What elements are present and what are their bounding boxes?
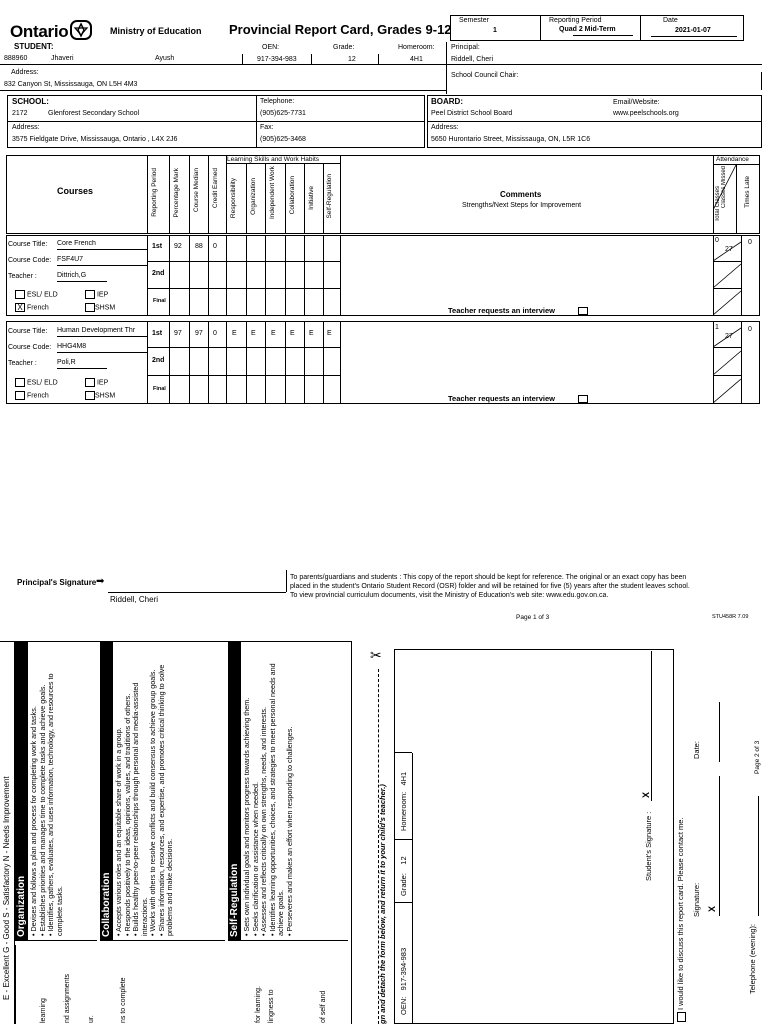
times-late: 0 xyxy=(748,326,752,333)
skill-responsibility: E xyxy=(232,330,237,337)
legend-fragment: of self and xyxy=(320,990,327,1023)
board-website: www.peelschools.org xyxy=(613,110,679,117)
course-row xyxy=(6,321,760,404)
contact-option[interactable]: I would like to discuss this report card. Please contact me. xyxy=(676,817,686,1022)
shsm-checkbox[interactable] xyxy=(85,391,95,400)
course-code: HHG4M8 xyxy=(57,343,147,353)
semester-label: Semester xyxy=(459,17,489,24)
skill-initiative: E xyxy=(309,330,314,337)
course-code-label: Course Code: xyxy=(8,257,52,264)
form-code: STU458R 7.09 xyxy=(712,614,749,620)
self-regulation-item: • Identifies learning opportunities, choices, and strategies to meet personal needs and achieve goals. xyxy=(267,663,285,936)
skill-organization: E xyxy=(251,330,256,337)
homeroom-value: 4H1 xyxy=(410,56,423,63)
period-2nd: 2nd xyxy=(152,357,165,364)
learning-skills-legend xyxy=(0,641,352,1024)
legend-content xyxy=(0,641,352,1024)
grade-value: 12 xyxy=(348,56,356,63)
total-classes: 27 xyxy=(725,333,733,340)
esl-option[interactable]: ESL/ ELD xyxy=(15,290,58,299)
school-address: 3575 Fieldgate Drive, Mississauga, Ontario , L4X 2J6 xyxy=(12,136,178,143)
self-regulation-item: • Assesses and reflects critically on own strengths, needs, and interests. xyxy=(259,706,268,936)
period-2nd: 2nd xyxy=(152,270,165,277)
comments-heading: Comments xyxy=(500,190,542,199)
date-line[interactable] xyxy=(719,702,720,762)
col-course-median: Course Median xyxy=(193,168,200,213)
signature-line xyxy=(108,592,286,593)
date-label: Date xyxy=(663,17,678,24)
col-self-regulation: Self-Regulation xyxy=(326,174,333,219)
course-median: 88 xyxy=(195,243,203,250)
school-fax: (905)625-3468 xyxy=(260,136,306,143)
self-regulation-item: • Perseveres and makes an effort when responding to challenges. xyxy=(284,726,294,936)
school-number: 2172 xyxy=(12,110,28,117)
school-fax-label: Fax: xyxy=(260,124,274,131)
collaboration-item: • Works with others to resolve conflicts and build consensus to achieve group goals. xyxy=(148,669,157,936)
student-last-name: Jhaveri xyxy=(51,55,74,62)
legend-fragment: lingness to xyxy=(268,989,275,1023)
tearoff-ids: OEN: 917-394-983 xyxy=(399,947,408,1015)
parent-signature-x: X xyxy=(707,905,717,912)
legend-fragment: ur. xyxy=(88,1015,95,1023)
course-code-label: Course Code: xyxy=(8,344,52,351)
period-1st: 1st xyxy=(152,330,163,337)
french-option[interactable]: X French xyxy=(15,303,49,312)
trillium-icon xyxy=(70,20,92,40)
board-name: Peel District School Board xyxy=(431,110,513,117)
teacher-label: Teacher : xyxy=(8,360,37,367)
legend-fragment: for learning. xyxy=(255,986,262,1023)
legend-fragment: learning xyxy=(40,998,47,1023)
tearoff-content xyxy=(370,641,768,1024)
col-independent-work: Independent Work xyxy=(269,166,276,219)
attendance-heading: Attendance xyxy=(716,156,749,163)
notice-text: To parents/guardians and students : This copy of the report should be kept for reference. The original or an exact copy has been placed in the student's Ontario Student Record (OSR) folder and will be retained for five (5) years after the student leaves school. To view provincial curriculum documents, visit the Ministry of Education's web site: www.edu.gov.on.ca. xyxy=(290,574,690,599)
credit-earned: 0 xyxy=(213,243,217,250)
tearoff-instruction: gn and detach the form below, and return it to your child's teacher.) xyxy=(378,784,387,1024)
student-address: 832 Canyon St, Mississauga, ON L5H 4M3 xyxy=(4,81,138,88)
report-title: Provincial Report Card, Grades 9-12 xyxy=(229,22,452,37)
percentage-mark: 97 xyxy=(174,330,182,337)
tearoff-page-number: Page 2 of 3 xyxy=(754,740,761,774)
school-telephone: (905)625-7731 xyxy=(260,110,306,117)
board-address: 5650 Hurontario Street, Mississauga, ON, L5R 1C6 xyxy=(431,136,591,143)
french-checkbox[interactable] xyxy=(15,391,25,400)
self-regulation-item: • Sets own individual goals and monitors progress towards achieving them. xyxy=(242,697,251,936)
teacher-name: Poli,R xyxy=(57,359,107,369)
organization-item: • Establishes priorities and manages time to complete tasks and achieve goals. xyxy=(37,684,47,936)
signature-line-end xyxy=(286,570,287,592)
student-signature-label: Student's Signature : xyxy=(644,811,653,881)
student-signature-x: X xyxy=(641,791,651,798)
student-first-name: Ayush xyxy=(155,55,175,62)
date-label: Date: xyxy=(692,741,701,759)
school-box xyxy=(7,95,425,148)
classes-missed: 1 xyxy=(715,324,719,331)
grade-label: Grade: xyxy=(333,44,355,51)
legend-fragment: ns to complete xyxy=(120,977,127,1023)
classes-missed: 0 xyxy=(715,237,719,244)
teacher-name: Dittrich,G xyxy=(57,272,107,282)
esl-option[interactable]: ESL/ ELD xyxy=(15,378,58,387)
brand-name: Ontario xyxy=(10,22,69,41)
principal-signature-name: Riddell, Cheri xyxy=(110,595,159,604)
collaboration-item: • Responds positively to the ideas, opinions, values, and traditions of others. xyxy=(122,693,132,936)
skill-self-regulation: E xyxy=(327,330,332,337)
organization-item: • Identifies, gathers, evaluates, and uses information, technology, and resources to complete tasks. xyxy=(46,673,64,936)
self-regulation-heading: Self-Regulation xyxy=(228,641,241,940)
arrow-icon: ➡ xyxy=(96,576,105,587)
school-address-label: Address: xyxy=(12,124,40,131)
tearoff-oen: 917-394-983 xyxy=(399,947,408,991)
contact-checkbox[interactable] xyxy=(677,1012,686,1022)
period-final: Final xyxy=(153,386,166,392)
interview-request-label: Teacher requests an interview xyxy=(448,394,555,403)
ontario-logo xyxy=(10,20,92,42)
col-collaboration: Collaboration xyxy=(289,176,296,215)
comments-subheading: Strengths/Next Steps for Improvement xyxy=(462,202,582,209)
iep-checkbox[interactable] xyxy=(85,290,95,299)
organization-heading: Organization xyxy=(15,641,28,940)
school-name: Glenforest Secondary School xyxy=(48,110,140,117)
student-address-label: Address: xyxy=(11,69,39,76)
french-option[interactable]: French xyxy=(15,391,49,400)
interview-request-label: Teacher requests an interview xyxy=(448,306,555,315)
esl-checkbox[interactable] xyxy=(15,290,25,299)
learning-skills-heading: Learning Skills and Work Habits xyxy=(227,156,320,163)
col-responsibility: Responsibility xyxy=(230,178,237,219)
parent-signature-label: Signature: xyxy=(692,882,701,917)
col-credit-earned: Credit Earned xyxy=(212,168,219,209)
date-value: 2021-01-07 xyxy=(675,27,711,34)
oen-value: 917-394-983 xyxy=(257,56,297,63)
collaboration-item: • Shares information, resources, and expertise, and promotes critical thinking to solve problems and make decisions. xyxy=(156,664,174,936)
course-title-label: Course Title: xyxy=(8,241,48,248)
collaboration-heading: Collaboration xyxy=(100,641,113,940)
col-initiative: Initiative xyxy=(308,186,315,210)
shsm-checkbox[interactable] xyxy=(85,303,95,312)
period-label: Reporting Period xyxy=(549,17,602,24)
total-classes: 27 xyxy=(725,246,733,253)
col-organization: Organization xyxy=(250,178,257,215)
tearoff-grade: 12 xyxy=(399,856,408,865)
school-telephone-label: Telephone: xyxy=(260,98,295,105)
course-title: Human Development Thr xyxy=(57,327,147,337)
iep-checkbox[interactable] xyxy=(85,378,95,387)
council-chair-label: School Council Chair: xyxy=(451,72,519,79)
times-late: 0 xyxy=(748,239,752,246)
tearoff-homeroom: 4H1 xyxy=(399,771,408,786)
interview-checkbox[interactable] xyxy=(578,307,588,315)
term-box xyxy=(450,15,744,41)
page-number: Page 1 of 3 xyxy=(516,614,550,621)
principal-signature-label: Principal's Signature xyxy=(17,578,97,587)
principal-value: Riddell, Cheri xyxy=(451,56,494,63)
col-reporting-period: Reporting Period xyxy=(151,168,158,217)
ministry-name: Ministry of Education xyxy=(110,26,202,36)
course-code: FSF4U7 xyxy=(57,256,147,266)
iep-option[interactable]: IEP xyxy=(85,290,108,299)
period-final: Final xyxy=(153,298,166,304)
board-box xyxy=(427,95,762,148)
course-title-label: Course Title: xyxy=(8,328,48,335)
board-address-label: Address: xyxy=(431,124,459,131)
course-row xyxy=(6,235,760,316)
interview-checkbox[interactable] xyxy=(578,395,588,403)
telephone-line[interactable] xyxy=(758,796,759,916)
semester-value: 1 xyxy=(493,27,497,34)
scissors-icon: ✂ xyxy=(370,647,382,663)
organization-item: • Devises and follows a plan and process for completing work and tasks. xyxy=(29,706,38,936)
course-median: 97 xyxy=(195,330,203,337)
student-signature-line[interactable] xyxy=(651,651,652,801)
oen-label: OEN: xyxy=(262,44,280,51)
skill-independent-work: E xyxy=(271,330,276,337)
shsm-option[interactable]: SHSM xyxy=(85,391,115,400)
col-total-classes: Total Classes xyxy=(715,186,721,222)
student-id: 888960 xyxy=(4,55,28,62)
iep-option[interactable]: IEP xyxy=(85,378,108,387)
skill-collaboration: E xyxy=(290,330,295,337)
board-email-label: Email/Website: xyxy=(613,99,660,106)
credit-earned: 0 xyxy=(213,330,217,337)
french-checkbox[interactable]: X xyxy=(15,303,25,312)
collaboration-item: • Accepts various roles and an equitable share of work in a group. xyxy=(114,727,123,936)
student-label: STUDENT: xyxy=(14,42,54,51)
tearoff-box: OEN: 917-394-983 Grade: 12 Homeroom: 4H1 Student's Signature : X xyxy=(394,649,674,1024)
school-label: SCHOOL: xyxy=(12,97,49,106)
student-section xyxy=(0,42,768,94)
legend-fragment: nd assignments xyxy=(64,973,71,1023)
col-percentage-mark: Percentage Mark xyxy=(173,168,180,218)
board-label: BOARD: xyxy=(431,97,463,106)
percentage-mark: 92 xyxy=(174,243,182,250)
col-times-late: Times Late xyxy=(744,176,751,208)
courses-heading: Courses xyxy=(57,186,94,196)
esl-checkbox[interactable] xyxy=(15,378,25,387)
grading-scale: E - Excellent G - Good S - Satisfactory N - Needs Improvement xyxy=(2,776,11,1000)
course-title: Core French xyxy=(57,240,147,250)
telephone-label: Telephone (evening): xyxy=(748,923,757,994)
col-classes-missed: Classes Missed xyxy=(721,166,727,209)
course-table-header xyxy=(6,155,760,234)
parent-signature-line[interactable] xyxy=(719,776,720,916)
collaboration-item: • Builds healthy peer-to-peer relationships through personal and media-assisted interactions. xyxy=(131,682,149,936)
period-1st: 1st xyxy=(152,243,163,250)
principal-label: Principal: xyxy=(451,44,480,51)
teacher-label: Teacher : xyxy=(8,273,37,280)
tearoff-form xyxy=(370,641,768,1024)
self-regulation-item: • Seeks clarification or assistance when needed. xyxy=(250,782,260,936)
homeroom-label: Homeroom: xyxy=(398,44,435,51)
period-value: Quad 2 Mid-Term xyxy=(559,26,616,33)
shsm-option[interactable]: SHSM xyxy=(85,303,115,312)
